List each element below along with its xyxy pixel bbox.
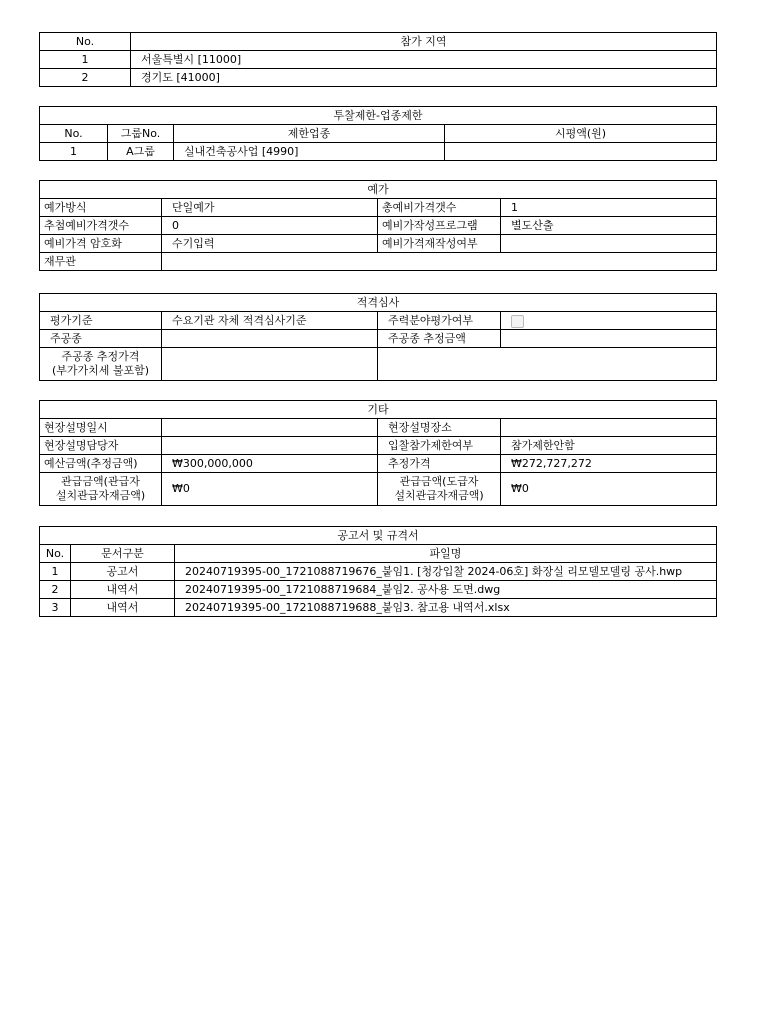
label-criteria: 평가기준 — [40, 312, 162, 330]
table-row — [40, 69, 717, 87]
value-site-person — [162, 437, 378, 455]
col-header-no: No. — [40, 33, 131, 51]
label-est-price: 추정가격 — [378, 455, 501, 473]
cell-no: 1 — [40, 143, 108, 161]
value-method: 단일예가 — [162, 199, 378, 217]
table-row — [40, 563, 717, 581]
label-site-date: 현장설명일시 — [40, 419, 162, 437]
cell-region: 경기도 [41000] — [131, 69, 717, 87]
label-budget: 예산금액(추정금액) — [40, 455, 162, 473]
cell-group: A그룹 — [108, 143, 174, 161]
table-row — [40, 235, 717, 253]
cell-industry: 실내건축공사업 [4990] — [174, 143, 445, 161]
col-header-amount: 시평액(원) — [445, 125, 717, 143]
label-contractor-line2: 설치관급자재금액) — [394, 489, 484, 502]
value-main-field — [501, 312, 717, 330]
table-row — [40, 330, 717, 348]
label-total-count: 총예비가격갯수 — [378, 199, 501, 217]
table-row — [40, 473, 717, 506]
value-supply: ₩0 — [162, 473, 378, 506]
label-rewrite: 예비가격재작성여부 — [378, 235, 501, 253]
label-finance: 재무관 — [40, 253, 162, 271]
section-title: 기타 — [40, 401, 717, 419]
value-program: 별도산출 — [501, 217, 717, 235]
value-contractor: ₩0 — [501, 473, 717, 506]
other-table — [39, 400, 717, 506]
label-supply-line1: 관급금액(관급자 — [61, 475, 140, 488]
cell-type: 공고서 — [71, 563, 175, 581]
cell-type: 내역서 — [71, 581, 175, 599]
qualification-table — [39, 293, 717, 381]
value-criteria: 수요기관 자체 적격심사기준 — [162, 312, 378, 330]
empty-cell — [378, 348, 717, 381]
cell-amount — [445, 143, 717, 161]
label-contractor — [378, 473, 501, 506]
section-title: 투찰제한-업종제한 — [40, 107, 717, 125]
label-contractor-line1: 관급금액(도급자 — [399, 475, 479, 488]
table-row — [40, 312, 717, 330]
label-est-price-line2: (부가가치세 불포함) — [51, 364, 150, 377]
region-table — [39, 32, 717, 87]
table-row — [40, 143, 717, 161]
col-header-no: No. — [40, 545, 71, 563]
main-field-checkbox[interactable] — [511, 315, 524, 328]
cell-region: 서울특별시 [11000] — [131, 51, 717, 69]
section-title: 적격심사 — [40, 294, 717, 312]
label-supply — [40, 473, 162, 506]
value-encrypt: 수기입력 — [162, 235, 378, 253]
value-draw-count: 0 — [162, 217, 378, 235]
label-est-price-line1: 주공종 추정가격 — [61, 350, 140, 363]
table-row — [40, 437, 717, 455]
documents-table — [39, 526, 717, 617]
table-row — [40, 599, 717, 617]
table-row — [40, 217, 717, 235]
label-main-type-amount: 주공종 추정금액 — [378, 330, 501, 348]
col-header-file: 파일명 — [175, 545, 717, 563]
label-site-place: 현장설명장소 — [378, 419, 501, 437]
value-est-price: ₩272,727,272 — [501, 455, 717, 473]
table-header-row — [40, 545, 717, 563]
value-site-date — [162, 419, 378, 437]
label-main-type: 주공종 — [40, 330, 162, 348]
value-budget: ₩300,000,000 — [162, 455, 378, 473]
cell-no: 2 — [40, 581, 71, 599]
value-finance — [162, 253, 717, 271]
col-header-group: 그룹No. — [108, 125, 174, 143]
reserve-price-table — [39, 180, 717, 271]
table-row — [40, 51, 717, 69]
col-header-type: 문서구분 — [71, 545, 175, 563]
value-main-type-amount — [501, 330, 717, 348]
col-header-region: 참가 지역 — [131, 33, 717, 51]
section-title: 예가 — [40, 181, 717, 199]
cell-no: 1 — [40, 563, 71, 581]
label-method: 예가방식 — [40, 199, 162, 217]
table-row — [40, 455, 717, 473]
table-row — [40, 348, 717, 381]
file-link[interactable]: 20240719395-00_1721088719676_붙임1. [청강입찰 2024-06호] 화장실 리모델모델링 공사.hwp — [175, 563, 717, 581]
label-est-price — [40, 348, 162, 381]
value-restrict: 참가제한안함 — [501, 437, 717, 455]
cell-no: 2 — [40, 69, 131, 87]
table-row — [40, 253, 717, 271]
label-site-person: 현장설명담당자 — [40, 437, 162, 455]
col-header-no: No. — [40, 125, 108, 143]
file-link[interactable]: 20240719395-00_1721088719688_붙임3. 참고용 내역서.xlsx — [175, 599, 717, 617]
cell-type: 내역서 — [71, 599, 175, 617]
label-main-field: 주력분야평가여부 — [378, 312, 501, 330]
label-program: 예비가작성프로그램 — [378, 217, 501, 235]
table-row — [40, 419, 717, 437]
label-supply-line2: 설치관급자재금액) — [55, 489, 146, 502]
table-row — [40, 199, 717, 217]
value-site-place — [501, 419, 717, 437]
value-main-type — [162, 330, 378, 348]
label-draw-count: 추첨예비가격갯수 — [40, 217, 162, 235]
table-row — [40, 581, 717, 599]
file-link[interactable]: 20240719395-00_1721088719684_붙임2. 공사용 도면.dwg — [175, 581, 717, 599]
restriction-table — [39, 106, 717, 161]
col-header-industry: 제한업종 — [174, 125, 445, 143]
value-est-price — [162, 348, 378, 381]
label-restrict: 입찰참가제한여부 — [378, 437, 501, 455]
table-header-row — [40, 125, 717, 143]
cell-no: 1 — [40, 51, 131, 69]
value-rewrite — [501, 235, 717, 253]
table-header-row — [40, 33, 717, 51]
section-title: 공고서 및 규격서 — [40, 527, 717, 545]
label-encrypt: 예비가격 암호화 — [40, 235, 162, 253]
cell-no: 3 — [40, 599, 71, 617]
value-total-count: 1 — [501, 199, 717, 217]
